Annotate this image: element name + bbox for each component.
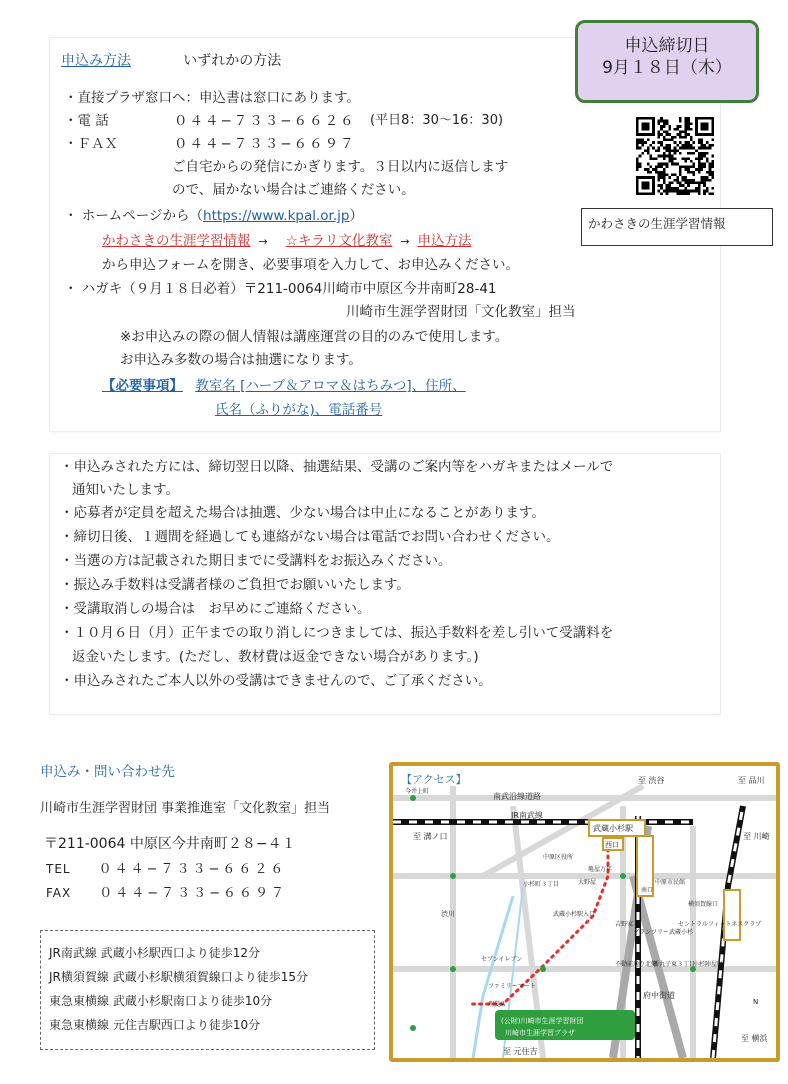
access-route: JR横須賀線 武蔵小杉駅横須賀線口より徒歩15分 bbox=[49, 970, 308, 984]
note-line: ・申込みされた方には、締切翌日以降、抽選結果、受講のご案内等をハガキまたはメールで bbox=[60, 459, 614, 475]
map-title-group bbox=[401, 773, 467, 786]
required-items-2: 氏名（ふりがな)、電話番号 bbox=[215, 402, 383, 418]
fuchu-road-label: 府中街道 bbox=[643, 991, 675, 1000]
kpal-url-link[interactable]: https://www.kpal.or.jp bbox=[203, 208, 350, 224]
qr-code-icon[interactable] bbox=[636, 117, 714, 195]
family-mart-label: ファミリーマート bbox=[488, 983, 536, 990]
required-items-2-row bbox=[215, 401, 382, 419]
required-label: 【必要事項】 bbox=[102, 378, 183, 394]
contact-fax-label: FAX bbox=[46, 886, 72, 900]
web-prefix: ・ ホームページから（ bbox=[64, 208, 204, 224]
fax-note-2: ので、届かない場合はご連絡ください。 bbox=[172, 182, 415, 198]
jr-nambu-label: JR南武線 bbox=[511, 811, 543, 820]
nambu-road-label: 南武沿線道路 bbox=[493, 792, 541, 801]
required-items-row bbox=[102, 377, 466, 395]
gran-tree-label: グランツリー武蔵小杉 bbox=[633, 929, 694, 936]
apply-fax-row bbox=[64, 135, 356, 153]
map-title: 【アクセス】 bbox=[401, 773, 467, 786]
postcard-recipient: 川崎市生涯学習財団「文化教室」担当 bbox=[346, 304, 576, 320]
note-line: 返金いたします。(ただし、教材費は返金できない場合があります。) bbox=[72, 649, 479, 665]
musashikosugi-label: 武蔵小杉駅 bbox=[593, 824, 633, 833]
tel-number: ０４４−７３３−６６２６ bbox=[174, 113, 356, 129]
note-line: ・申込みされたご本人以外の受講はできませんので、ご了承ください。 bbox=[60, 673, 492, 689]
access-route: JR南武線 武蔵小杉駅西口より徒歩12分 bbox=[49, 946, 260, 960]
right-arrow-icon: → bbox=[400, 235, 410, 248]
plaza-name: 川崎市生涯学習プラザ bbox=[505, 1029, 575, 1037]
tel-label: ・電 話 bbox=[64, 113, 109, 129]
web-note: から申込フォームを開き、必要事項を入力して、お申込みください。 bbox=[102, 257, 520, 273]
north-mark: N bbox=[753, 998, 759, 1006]
contact-address: 〒211-0064 中原区今井南町２８−４１ bbox=[44, 836, 296, 852]
fudo-street-label: 不動前通り北側 bbox=[615, 961, 658, 968]
required-items-1: 教室名 [ハーブ＆アロマ＆はちみつ]、住所、 bbox=[195, 378, 466, 394]
fax-note-1: ご自宅からの発信にかぎります。３日以内に返信します bbox=[172, 159, 509, 175]
access-map-drawing bbox=[393, 766, 776, 1058]
web-nav-path bbox=[102, 232, 472, 251]
note-line: ・受講取消しの場合は お早めにご連絡ください。 bbox=[60, 601, 371, 617]
access-routes-box bbox=[40, 930, 375, 1050]
qr-caption: かわさきの生涯学習情報 bbox=[581, 208, 773, 246]
right-arrow-icon: → bbox=[258, 235, 268, 248]
nakahara-hall-label: 中原市民館 bbox=[655, 879, 686, 886]
lottery-note: お申込み多数の場合は抽選になります。 bbox=[120, 352, 362, 368]
kosugi-3chome-label: 小杉町３丁目 bbox=[523, 881, 560, 888]
fax-number: ０４４−７３３−６６９７ bbox=[174, 136, 356, 152]
seven-eleven-label: セブンイレブン bbox=[481, 956, 523, 963]
apply-heading-row bbox=[61, 52, 281, 70]
kameya-label: 亀屋万年 bbox=[588, 866, 613, 873]
tel-hours: (平日8：30〜16：30) bbox=[370, 113, 504, 128]
to-kawasaki-label: 至 川崎 bbox=[743, 832, 770, 841]
access-route: 東急東横線 武蔵小杉駅南口より徒歩10分 bbox=[49, 994, 273, 1008]
deadline-date: 9月１８日（木） bbox=[602, 58, 732, 78]
privacy-note: ※お申込みの際の個人情報は講座運営の目的のみで使用します。 bbox=[120, 329, 509, 345]
contact-fax-number: ０４４−７３３−６６９７ bbox=[99, 886, 288, 901]
kirari-class-link[interactable]: ☆キラリ文化教室 bbox=[285, 233, 393, 249]
foundation-name: (公財)川崎市生涯学習財団 bbox=[501, 1017, 584, 1025]
contact-title: 申込み・問い合わせ先 bbox=[40, 764, 175, 780]
notes-panel bbox=[50, 454, 720, 714]
apply-method-heading: 申込み方法 bbox=[61, 53, 131, 69]
west-exit-label: 西口 bbox=[605, 841, 619, 849]
central-fitness-label: セントラルフィットネスクラブ bbox=[678, 921, 762, 928]
deadline-box bbox=[575, 20, 759, 103]
note-line: ・振込み手数料は受講者様のご負担でお願いいたします。 bbox=[60, 577, 410, 593]
apply-method-link[interactable]: 申込方法 bbox=[417, 233, 472, 249]
apply-method-desc: いずれかの方法 bbox=[183, 53, 282, 69]
lifelong-learning-link[interactable]: かわさきの生涯学習情報 bbox=[102, 233, 251, 249]
to-shinagawa-label: 至 品川 bbox=[738, 776, 765, 785]
note-line: ・締切日後、１週間を経過しても連絡がない場合は電話でお問い合わせください。 bbox=[60, 529, 560, 545]
kosugi-jinya-label: 小杉陣屋町 bbox=[693, 961, 724, 968]
to-yokohama-label: 至 横浜 bbox=[741, 1034, 768, 1043]
postcard-line: ・ ハガキ（９月１８日必着）〒211-0064川崎市中原区今井南町28-41 bbox=[64, 281, 497, 297]
note-line: ・当選の方は記載された期日までに受講料をお振込みください。 bbox=[60, 553, 452, 569]
yoshinoya-label: 吉野家 bbox=[615, 921, 634, 928]
barber-label: 理髪店 bbox=[488, 1001, 507, 1008]
to-shibuya-label: 至 渋谷 bbox=[638, 776, 665, 785]
access-map bbox=[389, 762, 780, 1062]
imaikamimachi-label: 今井上町 bbox=[405, 788, 430, 795]
contact-tel-row bbox=[46, 858, 286, 877]
contact-tel-label: TEL bbox=[46, 862, 71, 876]
ohnoya-label: 大野屋 bbox=[578, 879, 597, 886]
access-route: 東急東横線 元住吉駅西口より徒歩10分 bbox=[49, 1018, 261, 1032]
apply-tel-row bbox=[64, 112, 504, 130]
nakahara-ward-label: 中原区役所 bbox=[543, 854, 574, 861]
shin-maruko-label: 新丸子東３丁目 bbox=[653, 961, 696, 968]
deadline-label: 申込締切日 bbox=[624, 36, 710, 56]
south-exit-label: 南口 bbox=[641, 887, 654, 894]
note-line: ・応募者が定員を超えた場合は抽選、少ない場合は中止になることがあります。 bbox=[60, 505, 545, 521]
river-label: 渋川 bbox=[441, 910, 455, 918]
yokosuka-station-box bbox=[724, 890, 740, 940]
contact-tel-number: ０４４−７３３−６６２６ bbox=[98, 862, 287, 877]
to-mizonokuchi-label: 至 溝ノ口 bbox=[413, 832, 448, 841]
apply-web-row bbox=[64, 207, 363, 225]
kosugi-entrance-label: 武蔵小杉駅入口 bbox=[553, 911, 596, 918]
note-line: 通知いたします。 bbox=[72, 482, 179, 498]
apply-direct: ・直接プラザ窓口へ：申込書は窓口にあります。 bbox=[64, 90, 360, 106]
note-line: ・１０月６日（月）正午までの取り消しにつきましては、振込手数料を差し引いて受講料を bbox=[60, 625, 614, 641]
yokosuka-exit-label: 横須賀線口 bbox=[688, 901, 719, 908]
web-suffix: ） bbox=[349, 208, 363, 224]
contact-org: 川崎市生涯学習財団 事業推進室「文化教室」担当 bbox=[40, 801, 331, 816]
fax-label: ・ＦＡＸ bbox=[64, 136, 118, 152]
to-motosumiyoshi-label: 至 元住吉 bbox=[503, 1047, 538, 1056]
contact-fax-row bbox=[46, 882, 287, 901]
